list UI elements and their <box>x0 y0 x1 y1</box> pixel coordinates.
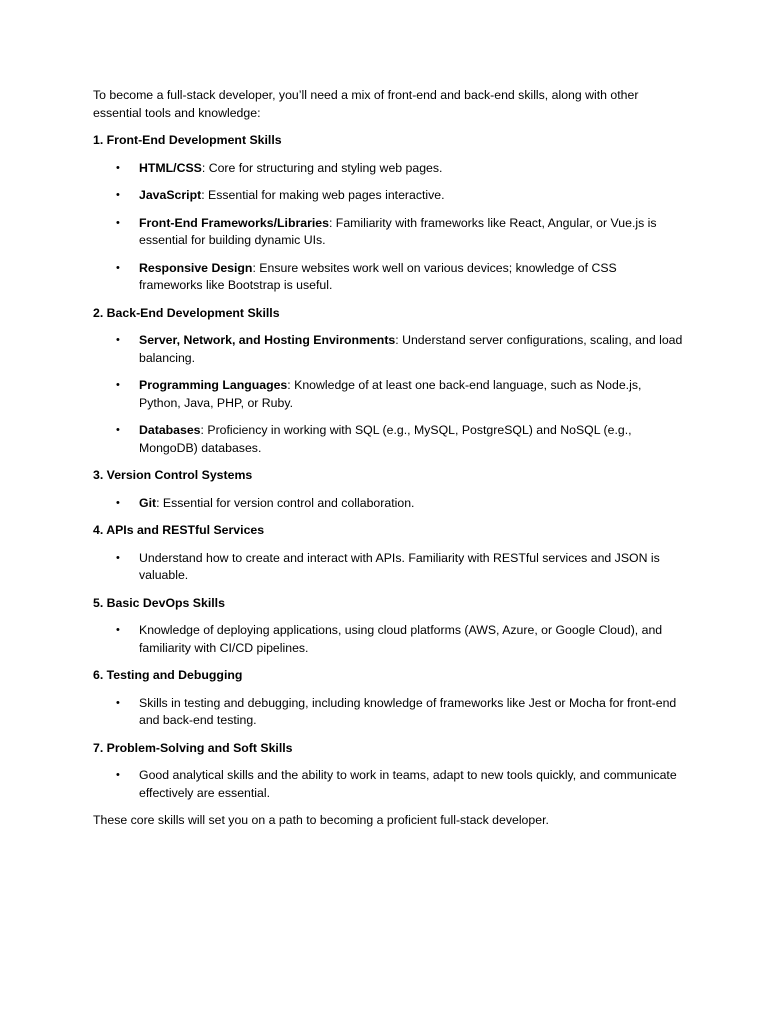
list-item <box>93 550 683 585</box>
list-item <box>93 767 683 802</box>
item-term: Programming Languages <box>139 378 288 392</box>
bullet-icon: • <box>116 696 120 709</box>
list-item <box>93 377 683 412</box>
section-apis <box>93 522 683 585</box>
section-heading: 2. Back-End Development Skills <box>93 305 280 320</box>
section-heading: 7. Problem-Solving and Soft Skills <box>93 740 293 755</box>
item-term: JavaScript <box>139 188 202 202</box>
item-term: Server, Network, and Hosting Environments <box>139 333 396 347</box>
item-text: Knowledge of deploying applications, using cloud platforms (AWS, Azure, or Google Cloud), and familiarity with CI/CD pipelines. <box>139 623 663 655</box>
bullet-list <box>93 160 683 295</box>
section-heading: 3. Version Control Systems <box>93 468 253 482</box>
bullet-list <box>93 550 683 585</box>
item-term: Databases <box>139 423 201 437</box>
item-text: Skills in testing and debugging, including knowledge of frameworks like Jest or Mocha for front-end and back-end testing. <box>139 695 677 727</box>
item-text: : Essential for making web pages interactive. <box>201 188 445 202</box>
bullet-icon: • <box>116 379 120 391</box>
bullet-icon: • <box>116 261 120 274</box>
section-devops <box>93 595 683 658</box>
item-text: Good analytical skills and the ability to work in teams, adapt to new tools quickly, and communicate effectively are essential. <box>139 768 677 800</box>
list-item <box>93 495 683 513</box>
item-text: : Essential for version control and collaboration. <box>156 495 415 510</box>
section-back-end <box>93 305 683 458</box>
bullet-icon: • <box>116 161 120 174</box>
bullet-list <box>93 767 683 802</box>
item-term: Git <box>139 495 157 510</box>
bullet-icon: • <box>116 496 120 509</box>
bullet-list <box>93 622 683 657</box>
section-heading: 5. Basic DevOps Skills <box>93 595 225 610</box>
item-text: : Core for structuring and styling web pages. <box>201 160 443 175</box>
section-testing <box>93 667 683 730</box>
document-page <box>93 87 683 830</box>
list-item <box>93 187 683 205</box>
list-item <box>93 260 683 295</box>
bullet-icon: • <box>116 424 120 436</box>
intro-paragraph: To become a full-stack developer, you’ll need a mix of front-end and back-end skills, along with other essential tools and knowledge: <box>93 88 639 120</box>
bullet-list <box>93 495 683 513</box>
list-item <box>93 622 683 657</box>
section-version-control <box>93 467 683 512</box>
list-item <box>93 695 683 730</box>
section-heading: 4. APIs and RESTful Services <box>93 523 265 537</box>
list-item <box>93 215 683 250</box>
list-item <box>93 160 683 178</box>
bullet-icon: • <box>116 216 120 229</box>
bullet-list <box>93 332 683 457</box>
bullet-list <box>93 695 683 730</box>
bullet-icon: • <box>116 769 120 781</box>
item-text: : Ensure websites work well on various devices; knowledge of CSS frameworks like Bootstrap is useful. <box>139 260 617 292</box>
section-heading: 1. Front-End Development Skills <box>93 133 282 147</box>
bullet-icon: • <box>116 624 120 636</box>
item-term: HTML/CSS <box>139 160 202 175</box>
item-term: Responsive Design <box>139 260 253 275</box>
section-soft-skills <box>93 740 683 803</box>
item-text: : Knowledge of at least one back-end language, such as Node.js, Python, Java, PHP, or Ruby. <box>139 378 642 410</box>
item-text: : Familiarity with frameworks like React, Angular, or Vue.js is essential for building dynamic UIs. <box>139 215 657 247</box>
item-text: Understand how to create and interact with APIs. Familiarity with RESTful services and JSON is valuable. <box>139 550 660 582</box>
bullet-icon: • <box>116 334 120 346</box>
list-item <box>93 332 683 367</box>
section-front-end <box>93 132 683 295</box>
bullet-icon: • <box>116 551 120 564</box>
bullet-icon: • <box>116 189 120 201</box>
outro-paragraph: These core skills will set you on a path to becoming a proficient full-stack developer. <box>93 813 549 827</box>
section-heading: 6. Testing and Debugging <box>93 668 243 682</box>
item-term: Front-End Frameworks/Libraries <box>139 215 329 230</box>
list-item <box>93 422 683 457</box>
item-text: : Proficiency in working with SQL (e.g., MySQL, PostgreSQL) and NoSQL (e.g., MongoDB) databases. <box>139 423 632 455</box>
item-text: : Understand server configurations, scaling, and load balancing. <box>139 333 683 365</box>
